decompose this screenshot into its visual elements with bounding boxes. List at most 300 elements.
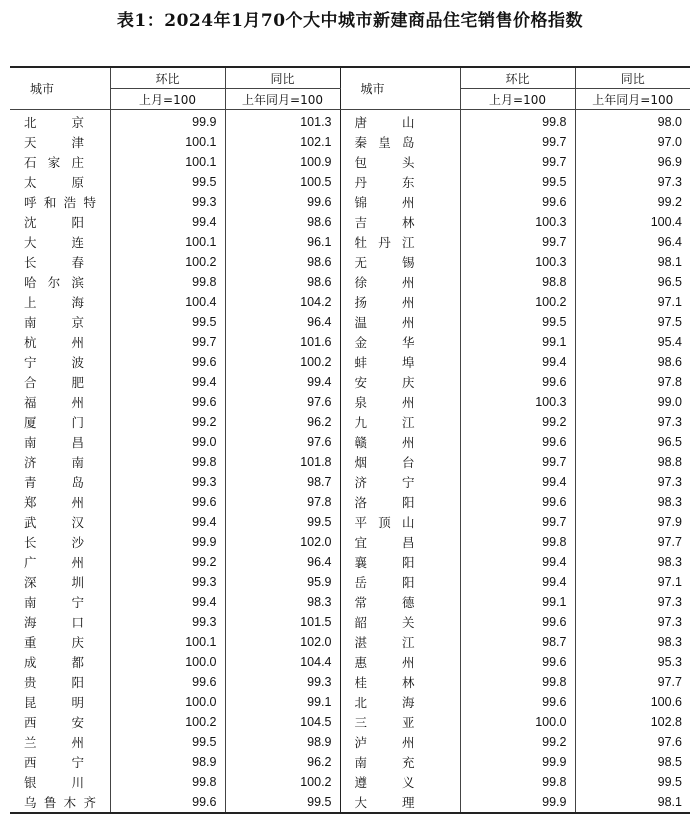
city-name-left xyxy=(10,132,110,152)
city-name-left xyxy=(10,432,110,452)
mom-value-left: 99.9 xyxy=(110,532,225,552)
city-name-left xyxy=(10,272,110,292)
yoy-value-right: 98.5 xyxy=(657,755,682,769)
city-label: 长春 xyxy=(24,255,84,270)
table-row xyxy=(10,572,690,592)
city-name-left xyxy=(10,612,110,632)
table-row xyxy=(10,772,690,792)
mom-value-right: 99.8 xyxy=(460,532,575,552)
mom-value-right: 100.0 xyxy=(460,712,575,732)
mom-value-right: 99.7 xyxy=(460,452,575,472)
yoy-header-left: 同比 xyxy=(225,67,340,89)
yoy-value-left: 97.6 xyxy=(225,432,340,452)
mom-value-left: 99.2 xyxy=(110,552,225,572)
city-label: 惠州 xyxy=(354,655,415,670)
city-label: 蚌埠 xyxy=(354,355,415,370)
city-label: 兰州 xyxy=(24,735,84,750)
city-label: 南京 xyxy=(24,315,84,330)
city-name-right xyxy=(340,672,460,692)
city-label: 赣州 xyxy=(354,435,415,450)
yoy-base-left: 上年同月=100 xyxy=(225,89,340,110)
city-label: 吉林 xyxy=(354,215,415,230)
city-name-left xyxy=(10,152,110,172)
yoy-value-right: 97.0 xyxy=(657,135,682,149)
mom-value-right: 99.4 xyxy=(460,552,575,572)
mom-value-right: 99.6 xyxy=(460,192,575,212)
table-row xyxy=(10,292,690,312)
city-label: 宁波 xyxy=(24,355,84,370)
city-label: 泸州 xyxy=(354,735,415,750)
city-name-left xyxy=(10,192,110,212)
mom-value-left: 99.3 xyxy=(110,612,225,632)
yoy-value-left: 96.4 xyxy=(225,552,340,572)
yoy-value-left: 97.8 xyxy=(225,492,340,512)
mom-value-right: 99.8 xyxy=(460,110,575,133)
city-label: 昆明 xyxy=(24,695,84,710)
yoy-value-left: 104.4 xyxy=(225,652,340,672)
city-label: 南昌 xyxy=(24,435,84,450)
mom-value-left: 100.4 xyxy=(110,292,225,312)
table-row xyxy=(10,612,690,632)
yoy-value-left: 101.3 xyxy=(225,110,340,133)
yoy-value-right: 99.5 xyxy=(657,775,682,789)
yoy-value-left: 100.2 xyxy=(225,352,340,372)
city-label: 常德 xyxy=(354,595,415,610)
yoy-value-right: 97.9 xyxy=(657,515,682,529)
city-name-right xyxy=(340,392,460,412)
mom-value-left: 100.0 xyxy=(110,692,225,712)
city-name-left xyxy=(10,532,110,552)
yoy-value-left: 101.6 xyxy=(225,332,340,352)
mom-value-right: 99.4 xyxy=(460,472,575,492)
city-label: 韶关 xyxy=(354,615,415,630)
city-name-left xyxy=(10,292,110,312)
mom-value-left: 99.4 xyxy=(110,212,225,232)
city-label: 岳阳 xyxy=(354,575,415,590)
mom-value-right: 99.6 xyxy=(460,652,575,672)
city-label: 遵义 xyxy=(354,775,415,790)
yoy-value-right: 96.5 xyxy=(657,275,682,289)
table-row xyxy=(10,412,690,432)
yoy-value-right: 98.6 xyxy=(657,355,682,369)
yoy-value-left: 96.4 xyxy=(225,312,340,332)
city-name-left xyxy=(10,352,110,372)
mom-value-left: 98.9 xyxy=(110,752,225,772)
mom-value-left: 99.4 xyxy=(110,512,225,532)
price-index-table xyxy=(10,66,690,814)
mom-value-right: 100.3 xyxy=(460,392,575,412)
city-name-left xyxy=(10,572,110,592)
mom-value-right: 99.6 xyxy=(460,372,575,392)
city-label: 扬州 xyxy=(354,295,415,310)
city-label: 洛阳 xyxy=(354,495,415,510)
mom-value-left: 99.5 xyxy=(110,312,225,332)
yoy-value-left: 100.9 xyxy=(225,152,340,172)
table-title: 表1：2024年1月70个大中城市新建商品住宅销售价格指数 xyxy=(116,11,584,31)
city-name-right xyxy=(340,552,460,572)
table-row xyxy=(10,212,690,232)
yoy-value-left: 99.1 xyxy=(225,692,340,712)
mom-base-right: 上月=100 xyxy=(460,89,575,110)
table-row xyxy=(10,452,690,472)
city-label: 深圳 xyxy=(24,575,84,590)
mom-value-left: 99.2 xyxy=(110,412,225,432)
table-row xyxy=(10,192,690,212)
city-label: 烟台 xyxy=(354,455,415,470)
mom-value-right: 99.9 xyxy=(460,752,575,772)
mom-value-left: 99.0 xyxy=(110,432,225,452)
yoy-value-right: 96.4 xyxy=(657,235,682,249)
mom-value-right: 99.2 xyxy=(460,412,575,432)
mom-value-right: 99.6 xyxy=(460,692,575,712)
city-label: 合肥 xyxy=(24,375,84,390)
table-row xyxy=(10,332,690,352)
yoy-value-right: 99.0 xyxy=(657,395,682,409)
yoy-value-right: 95.4 xyxy=(657,335,682,349)
table-row xyxy=(10,512,690,532)
city-label: 湛江 xyxy=(354,635,415,650)
city-label: 徐州 xyxy=(354,275,415,290)
table-row xyxy=(10,712,690,732)
city-label: 锦州 xyxy=(354,195,415,210)
mom-value-left: 99.4 xyxy=(110,592,225,612)
yoy-value-left: 98.9 xyxy=(225,732,340,752)
city-label: 平顶山 xyxy=(354,515,415,530)
city-name-left xyxy=(10,492,110,512)
mom-value-left: 99.6 xyxy=(110,492,225,512)
yoy-value-right: 100.6 xyxy=(650,695,682,709)
mom-value-left: 99.3 xyxy=(110,192,225,212)
table-row xyxy=(10,692,690,712)
mom-value-left: 100.2 xyxy=(110,712,225,732)
city-label: 泉州 xyxy=(354,395,415,410)
city-name-left xyxy=(10,772,110,792)
city-label: 郑州 xyxy=(24,495,84,510)
city-name-left xyxy=(10,792,110,813)
mom-value-left: 100.1 xyxy=(110,632,225,652)
table-row xyxy=(10,372,690,392)
table-row xyxy=(10,352,690,372)
mom-header-right: 环比 xyxy=(460,67,575,89)
city-name-left xyxy=(10,732,110,752)
yoy-value-left: 99.5 xyxy=(225,792,340,813)
table-row xyxy=(10,752,690,772)
yoy-value-left: 96.2 xyxy=(225,752,340,772)
city-name-left xyxy=(10,512,110,532)
city-name-right xyxy=(340,332,460,352)
city-name-left xyxy=(10,692,110,712)
table-row xyxy=(10,392,690,412)
city-label: 上海 xyxy=(24,295,84,310)
city-name-left xyxy=(10,672,110,692)
table-row xyxy=(10,792,690,813)
mom-value-left: 100.0 xyxy=(110,652,225,672)
yoy-value-right: 96.9 xyxy=(657,155,682,169)
city-label: 西安 xyxy=(24,715,84,730)
city-label: 太原 xyxy=(24,175,84,190)
city-label: 青岛 xyxy=(24,475,84,490)
city-label: 唐山 xyxy=(354,115,415,130)
yoy-value-right: 97.1 xyxy=(657,295,682,309)
city-name-left xyxy=(10,592,110,612)
city-name-right xyxy=(340,192,460,212)
city-label: 宜昌 xyxy=(354,535,415,550)
yoy-value-left: 102.0 xyxy=(225,632,340,652)
city-name-right xyxy=(340,512,460,532)
city-name-right xyxy=(340,372,460,392)
city-name-left xyxy=(10,392,110,412)
mom-value-right: 99.1 xyxy=(460,332,575,352)
yoy-value-left: 98.7 xyxy=(225,472,340,492)
mom-value-left: 99.3 xyxy=(110,472,225,492)
yoy-value-left: 101.5 xyxy=(225,612,340,632)
city-label: 沈阳 xyxy=(24,215,84,230)
yoy-value-right: 97.7 xyxy=(657,535,682,549)
yoy-value-right: 98.3 xyxy=(657,495,682,509)
city-label: 呼和浩特 xyxy=(24,195,96,210)
yoy-value-right: 95.3 xyxy=(657,655,682,669)
city-name-left xyxy=(10,472,110,492)
city-name-right xyxy=(340,572,460,592)
city-label: 重庆 xyxy=(24,635,84,650)
table-row xyxy=(10,552,690,572)
city-name-right xyxy=(340,212,460,232)
city-name-right xyxy=(340,632,460,652)
city-name-left xyxy=(10,110,110,133)
mom-value-right: 100.2 xyxy=(460,292,575,312)
yoy-value-left: 96.2 xyxy=(225,412,340,432)
table-row xyxy=(10,312,690,332)
table-row xyxy=(10,732,690,752)
city-name-right xyxy=(340,132,460,152)
city-label: 银川 xyxy=(24,775,84,790)
city-label: 金华 xyxy=(354,335,415,350)
yoy-value-right: 99.2 xyxy=(657,195,682,209)
mom-value-left: 99.9 xyxy=(110,110,225,133)
city-name-right xyxy=(340,152,460,172)
table-row xyxy=(10,592,690,612)
mom-value-left: 100.1 xyxy=(110,152,225,172)
city-name-left xyxy=(10,372,110,392)
city-label: 杭州 xyxy=(24,335,84,350)
mom-value-right: 99.4 xyxy=(460,572,575,592)
city-name-left xyxy=(10,652,110,672)
city-name-left xyxy=(10,752,110,772)
city-name-right xyxy=(340,612,460,632)
mom-value-left: 99.5 xyxy=(110,732,225,752)
mom-value-left: 100.2 xyxy=(110,252,225,272)
city-name-right xyxy=(340,532,460,552)
yoy-base-right: 上年同月=100 xyxy=(575,89,690,110)
mom-value-left: 99.8 xyxy=(110,452,225,472)
yoy-value-left: 98.3 xyxy=(225,592,340,612)
mom-value-left: 99.5 xyxy=(110,172,225,192)
city-label: 无锡 xyxy=(354,255,415,270)
city-name-right xyxy=(340,352,460,372)
yoy-value-right: 97.5 xyxy=(657,315,682,329)
city-label: 北海 xyxy=(354,695,415,710)
city-label: 包头 xyxy=(354,155,415,170)
mom-value-left: 99.8 xyxy=(110,272,225,292)
yoy-value-right: 98.3 xyxy=(657,635,682,649)
yoy-value-left: 99.4 xyxy=(225,372,340,392)
table-row xyxy=(10,232,690,252)
city-name-left xyxy=(10,252,110,272)
mom-value-right: 99.7 xyxy=(460,152,575,172)
yoy-value-right: 97.6 xyxy=(657,735,682,749)
table-row xyxy=(10,652,690,672)
city-name-left xyxy=(10,332,110,352)
table-body xyxy=(10,110,690,814)
mom-value-right: 99.7 xyxy=(460,512,575,532)
city-name-right xyxy=(340,432,460,452)
yoy-value-right: 97.3 xyxy=(657,475,682,489)
mom-value-right: 99.5 xyxy=(460,312,575,332)
yoy-value-right: 97.7 xyxy=(657,675,682,689)
city-label: 长沙 xyxy=(24,535,84,550)
yoy-value-right: 98.3 xyxy=(657,555,682,569)
city-label: 哈尔滨 xyxy=(24,275,84,290)
yoy-value-left: 104.5 xyxy=(225,712,340,732)
mom-value-right: 99.7 xyxy=(460,232,575,252)
mom-value-right: 99.1 xyxy=(460,592,575,612)
mom-value-left: 99.6 xyxy=(110,672,225,692)
city-label: 北京 xyxy=(24,115,84,130)
mom-value-right: 99.9 xyxy=(460,792,575,813)
city-name-right xyxy=(340,592,460,612)
yoy-header-right: 同比 xyxy=(575,67,690,89)
table-row xyxy=(10,432,690,452)
city-name-left xyxy=(10,232,110,252)
city-label: 福州 xyxy=(24,395,84,410)
yoy-value-left: 95.9 xyxy=(225,572,340,592)
yoy-value-left: 101.8 xyxy=(225,452,340,472)
city-name-left xyxy=(10,312,110,332)
yoy-value-left: 102.1 xyxy=(225,132,340,152)
city-label: 济南 xyxy=(24,455,84,470)
yoy-value-left: 100.5 xyxy=(225,172,340,192)
mom-value-right: 99.6 xyxy=(460,492,575,512)
mom-value-right: 99.4 xyxy=(460,352,575,372)
yoy-value-left: 96.1 xyxy=(225,232,340,252)
city-label: 安庆 xyxy=(354,375,415,390)
mom-value-left: 100.1 xyxy=(110,232,225,252)
city-label: 济宁 xyxy=(354,475,415,490)
city-name-left xyxy=(10,632,110,652)
mom-value-right: 100.3 xyxy=(460,212,575,232)
yoy-value-right: 97.3 xyxy=(657,615,682,629)
yoy-value-right: 98.8 xyxy=(657,455,682,469)
table-row xyxy=(10,252,690,272)
yoy-value-right: 97.1 xyxy=(657,575,682,589)
city-label: 贵阳 xyxy=(24,675,84,690)
mom-base-left: 上月=100 xyxy=(110,89,225,110)
city-label: 大理 xyxy=(354,795,415,810)
mom-value-right: 99.5 xyxy=(460,172,575,192)
yoy-value-right: 98.0 xyxy=(657,115,682,129)
city-name-right xyxy=(340,172,460,192)
city-name-right xyxy=(340,792,460,813)
city-name-right xyxy=(340,292,460,312)
yoy-value-right: 98.1 xyxy=(657,795,682,809)
city-label: 天津 xyxy=(24,135,84,150)
city-name-right xyxy=(340,712,460,732)
yoy-value-left: 98.6 xyxy=(225,212,340,232)
table-row xyxy=(10,632,690,652)
table-row xyxy=(10,672,690,692)
mom-value-left: 99.8 xyxy=(110,772,225,792)
city-name-right xyxy=(340,492,460,512)
yoy-value-left: 97.6 xyxy=(225,392,340,412)
header-row-1 xyxy=(10,67,690,89)
city-label: 襄阳 xyxy=(354,555,415,570)
table-row xyxy=(10,110,690,133)
city-label: 成都 xyxy=(24,655,84,670)
city-label: 丹东 xyxy=(354,175,415,190)
yoy-value-right: 97.8 xyxy=(657,375,682,389)
mom-value-left: 99.6 xyxy=(110,392,225,412)
city-header-right: 城市 xyxy=(340,67,460,110)
city-name-right xyxy=(340,692,460,712)
city-name-left xyxy=(10,712,110,732)
yoy-value-left: 100.2 xyxy=(225,772,340,792)
yoy-value-left: 98.6 xyxy=(225,252,340,272)
table-row xyxy=(10,132,690,152)
city-label: 厦门 xyxy=(24,415,84,430)
mom-value-left: 99.6 xyxy=(110,792,225,813)
mom-header-left: 环比 xyxy=(110,67,225,89)
city-name-left xyxy=(10,172,110,192)
city-name-left xyxy=(10,552,110,572)
city-name-right xyxy=(340,272,460,292)
mom-value-left: 99.3 xyxy=(110,572,225,592)
mom-value-right: 98.8 xyxy=(460,272,575,292)
table-row xyxy=(10,152,690,172)
mom-value-right: 99.6 xyxy=(460,432,575,452)
city-header-left: 城市 xyxy=(10,67,110,110)
city-name-right xyxy=(340,412,460,432)
city-name-right xyxy=(340,232,460,252)
table-row xyxy=(10,492,690,512)
city-label: 大连 xyxy=(24,235,84,250)
city-name-left xyxy=(10,412,110,432)
mom-value-left: 100.1 xyxy=(110,132,225,152)
city-label: 温州 xyxy=(354,315,415,330)
yoy-value-left: 102.0 xyxy=(225,532,340,552)
yoy-value-right: 97.3 xyxy=(657,415,682,429)
city-label: 九江 xyxy=(354,415,415,430)
city-label: 三亚 xyxy=(354,715,415,730)
yoy-value-right: 97.3 xyxy=(657,175,682,189)
city-label: 桂林 xyxy=(354,675,415,690)
city-name-left xyxy=(10,212,110,232)
yoy-value-left: 99.6 xyxy=(225,192,340,212)
city-name-left xyxy=(10,452,110,472)
mom-value-left: 99.7 xyxy=(110,332,225,352)
city-label: 牡丹江 xyxy=(354,235,415,250)
table-row xyxy=(10,272,690,292)
city-name-right xyxy=(340,312,460,332)
city-name-right xyxy=(340,252,460,272)
city-label: 南充 xyxy=(354,755,415,770)
city-name-right xyxy=(340,652,460,672)
city-label: 石家庄 xyxy=(24,155,84,170)
city-name-right xyxy=(340,452,460,472)
mom-value-right: 99.7 xyxy=(460,132,575,152)
mom-value-right: 99.8 xyxy=(460,672,575,692)
mom-value-right: 99.2 xyxy=(460,732,575,752)
mom-value-right: 98.7 xyxy=(460,632,575,652)
